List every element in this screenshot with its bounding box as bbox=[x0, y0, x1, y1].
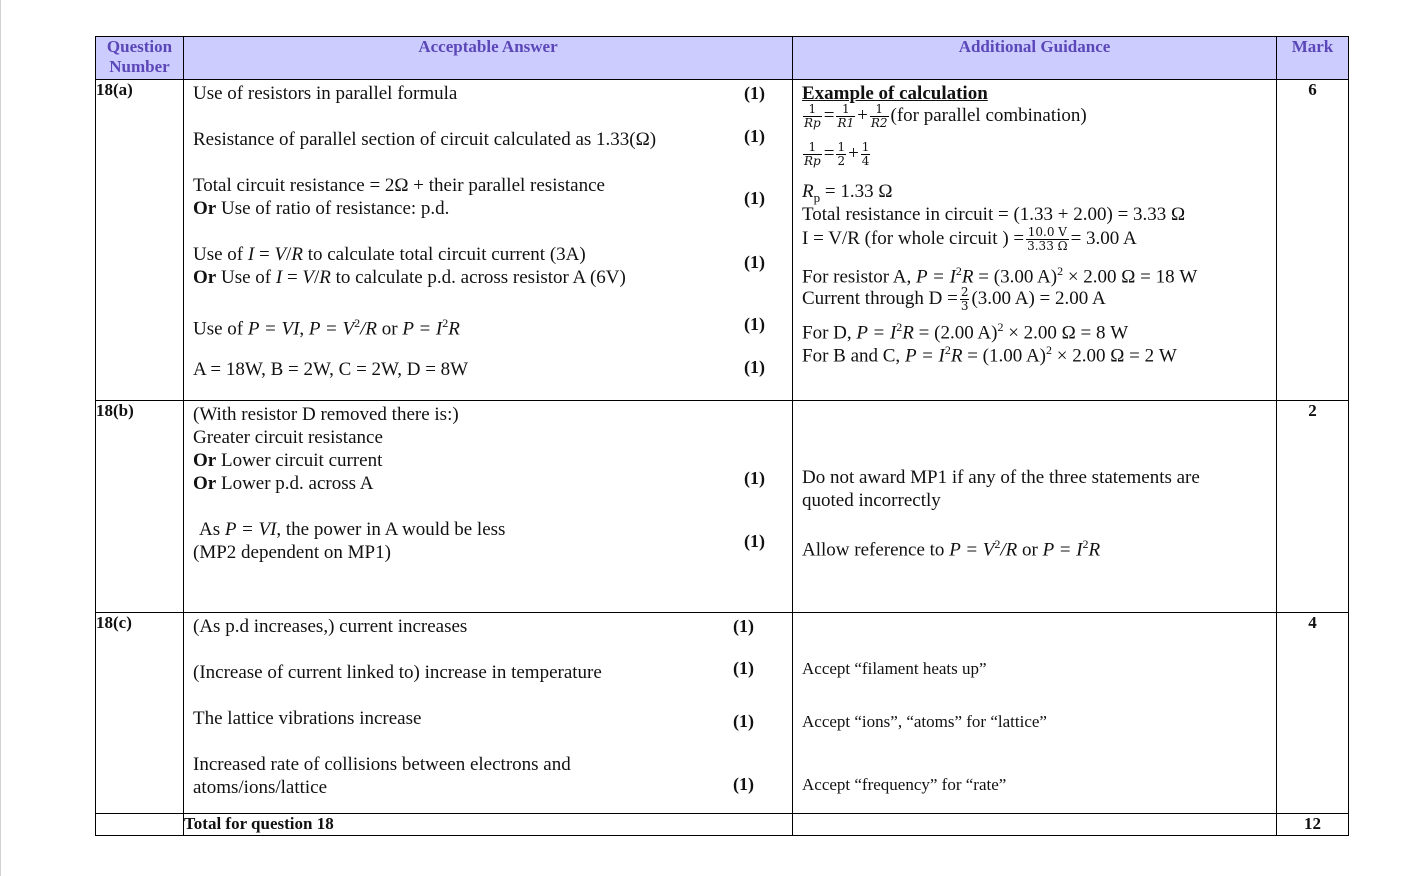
value: = (2.00 A) bbox=[913, 322, 998, 344]
answer-text: / bbox=[314, 267, 320, 288]
answer-line bbox=[193, 197, 449, 220]
numerator: 10.0 V bbox=[1027, 225, 1067, 239]
fraction bbox=[803, 141, 822, 168]
symbol-i: I bbox=[275, 267, 283, 288]
mark-scheme-table bbox=[95, 36, 1349, 836]
mark-point: (1) bbox=[744, 314, 765, 334]
denominator: 4 bbox=[861, 154, 870, 168]
formula-pv2r: P = V bbox=[308, 318, 355, 340]
question-number: 18(c) bbox=[96, 613, 184, 814]
numerator: 1 bbox=[841, 102, 850, 116]
formula-pvi: P = VI bbox=[224, 519, 277, 540]
numerator: 2 bbox=[960, 285, 969, 299]
fraction bbox=[836, 103, 855, 130]
subscript: p bbox=[813, 189, 821, 205]
or-keyword: Or bbox=[193, 198, 217, 219]
header-additional-guidance: Additional Guidance bbox=[793, 37, 1277, 80]
superscript: 2 bbox=[1082, 537, 1089, 551]
answer-line: A = 18W, B = 2W, C = 2W, D = 8W bbox=[193, 359, 469, 380]
answer-line: Resistance of parallel section of circuit calculated as 1.33(Ω) bbox=[193, 129, 657, 150]
answer-line bbox=[193, 472, 373, 495]
value: × 2.00 Ω = 2 W bbox=[1052, 345, 1177, 367]
mark-point: (1) bbox=[744, 126, 765, 146]
formula-substitution: $\frac{1}{Rp}$ = $\frac{1}{2}$ + $\frac{1}{4}$ bbox=[804, 140, 870, 168]
numerator: 1 bbox=[861, 140, 870, 154]
answer-line: Total circuit resistance = 2Ω + their parallel resistance bbox=[193, 175, 605, 196]
answer-text: / bbox=[286, 244, 292, 265]
answer-cell-18c bbox=[184, 613, 793, 814]
fraction bbox=[803, 103, 822, 130]
table-header-row bbox=[96, 37, 1349, 80]
formula: P = I bbox=[916, 266, 956, 288]
text: or bbox=[1017, 539, 1043, 561]
answer-line: Use of P = VI, $P = V^2/R$ or $P = I^2R$ bbox=[193, 316, 460, 340]
answer-line: (Increase of current linked to) increase in temperature bbox=[193, 662, 602, 683]
mark-point: (1) bbox=[733, 774, 754, 794]
numerator: 1 bbox=[837, 140, 846, 154]
answer-text: to calculate p.d. across resistor A (6V) bbox=[330, 267, 626, 288]
mark-point: (1) bbox=[744, 531, 765, 551]
mark-point: (1) bbox=[744, 468, 765, 488]
total-mark: 12 bbox=[1277, 814, 1349, 836]
value: = (3.00 A) bbox=[973, 266, 1058, 288]
header-acceptable-answer: Acceptable Answer bbox=[184, 37, 793, 80]
guidance-line bbox=[802, 533, 1100, 561]
answer-text: = bbox=[282, 267, 303, 288]
superscript: 2 bbox=[955, 264, 962, 278]
fraction bbox=[870, 103, 889, 130]
answer-text: Lower circuit current bbox=[216, 450, 383, 471]
mark-point: (1) bbox=[744, 188, 765, 208]
answer-line: (With resistor D removed there is:) bbox=[193, 404, 459, 425]
denominator: 2 bbox=[837, 154, 846, 168]
total-empty-cell bbox=[793, 814, 1277, 836]
text: For resistor A, bbox=[802, 266, 916, 288]
formula: R bbox=[961, 266, 974, 288]
formula-note: (for parallel combination) bbox=[890, 104, 1087, 126]
formula: R bbox=[950, 345, 963, 367]
superscript: 2 bbox=[1057, 264, 1064, 278]
formula: P = V bbox=[949, 539, 995, 561]
symbol-v: V bbox=[302, 267, 315, 288]
symbol-r: R bbox=[291, 244, 303, 265]
guidance-cell-18b bbox=[793, 401, 1277, 613]
superscript: 2 bbox=[896, 320, 903, 334]
text: Allow reference to bbox=[802, 539, 950, 561]
answer-line: (MP2 dependent on MP1) bbox=[193, 542, 391, 563]
formula-parallel: $\frac{1}{Rp}$ = $\frac{1}{R1}$ + $\frac{1}{R2}$ (for parallel combination) bbox=[804, 102, 1087, 130]
value: = (1.00 A) bbox=[962, 345, 1047, 367]
value: × 2.00 Ω = 18 W bbox=[1063, 266, 1198, 288]
question-number: 18(b) bbox=[96, 401, 184, 613]
value: = 1.33 Ω bbox=[820, 181, 893, 202]
answer-line: (As p.d increases,) current increases bbox=[193, 616, 468, 637]
mark-point: (1) bbox=[733, 711, 754, 731]
mark-value: 2 bbox=[1277, 401, 1349, 613]
guidance-line: Accept “frequency” for “rate” bbox=[802, 775, 1007, 794]
answer-cell-18a bbox=[184, 80, 793, 401]
superscript: 2 bbox=[354, 316, 361, 330]
table-row-total bbox=[96, 814, 1349, 836]
numerator: 1 bbox=[808, 140, 817, 154]
answer-text: , the power in A would be less bbox=[276, 519, 506, 540]
denominator: 3.33 Ω bbox=[1027, 239, 1068, 253]
power-bc-line bbox=[802, 339, 1177, 367]
total-label: Total for question 18 bbox=[184, 814, 793, 836]
numerator: 1 bbox=[808, 102, 817, 116]
total-resistance-line: Total resistance in circuit = (1.33 + 2.00) = 3.33 Ω bbox=[802, 204, 1186, 225]
formula: P = I bbox=[904, 345, 945, 367]
denominator: R2 bbox=[870, 116, 888, 130]
formula: P = I bbox=[856, 322, 897, 344]
fraction bbox=[1026, 226, 1068, 253]
guidance-line: Accept “ions”, “atoms” for “lattice” bbox=[802, 712, 1047, 731]
superscript: 2 bbox=[442, 316, 449, 330]
answer-line: Use of resistors in parallel formula bbox=[193, 83, 458, 104]
symbol-v: V bbox=[274, 244, 287, 265]
mark-point: (1) bbox=[733, 658, 754, 678]
mark-point: (1) bbox=[733, 616, 754, 636]
text: For B and C, bbox=[802, 345, 905, 367]
answer-text: Use of bbox=[193, 318, 248, 340]
total-empty-cell bbox=[96, 814, 184, 836]
symbol-i: I bbox=[247, 244, 255, 265]
header-question-number: Question Number bbox=[96, 37, 184, 80]
answer-line bbox=[199, 518, 505, 541]
current-d-line bbox=[802, 286, 1106, 313]
answer-line: The lattice vibrations increase bbox=[193, 708, 422, 729]
table-row-18a bbox=[96, 80, 1349, 401]
formula-part: R bbox=[448, 318, 460, 340]
mark-value: 4 bbox=[1277, 613, 1349, 814]
denominator: 3 bbox=[960, 299, 969, 313]
formula: P = I bbox=[1042, 539, 1083, 561]
denominator: R1 bbox=[837, 116, 855, 130]
answer-line bbox=[193, 243, 586, 266]
denominator: Rp bbox=[804, 116, 821, 130]
value: × 2.00 Ω = 8 W bbox=[1003, 322, 1129, 344]
superscript: 2 bbox=[944, 343, 951, 357]
answer-line bbox=[193, 449, 382, 472]
guidance-line: Accept “filament heats up” bbox=[802, 659, 987, 678]
answer-line: atoms/ions/lattice bbox=[193, 777, 328, 798]
mark-point: (1) bbox=[744, 252, 765, 272]
superscript: 2 bbox=[1046, 343, 1053, 357]
power-a-line bbox=[802, 260, 1197, 288]
answer-text: As bbox=[199, 519, 225, 540]
denominator: Rp bbox=[804, 154, 821, 168]
or-keyword: Or bbox=[193, 473, 217, 494]
mark-value: 6 bbox=[1277, 80, 1349, 401]
current-line bbox=[802, 226, 1137, 253]
fraction bbox=[836, 141, 846, 168]
guidance-cell-18a bbox=[793, 80, 1277, 401]
answer-text: to calculate total circuit current (3A) bbox=[302, 244, 586, 265]
formula-pvi: P = VI bbox=[247, 318, 300, 340]
answer-text: or bbox=[377, 318, 403, 340]
guidance-cell-18c bbox=[793, 613, 1277, 814]
question-number: 18(a) bbox=[96, 80, 184, 401]
fraction bbox=[960, 286, 970, 313]
text: For D, bbox=[802, 322, 857, 344]
or-keyword: Or bbox=[193, 267, 217, 288]
guidance-line: quoted incorrectly bbox=[802, 490, 941, 511]
value: = 3.00 A bbox=[1070, 227, 1137, 249]
mark-point: (1) bbox=[744, 83, 765, 103]
formula: R bbox=[902, 322, 914, 344]
answer-line: Greater circuit resistance bbox=[193, 427, 383, 448]
answer-line bbox=[193, 266, 626, 289]
answer-cell-18b bbox=[184, 401, 793, 613]
answer-text: Use of bbox=[216, 267, 276, 288]
text: Current through D = bbox=[802, 287, 958, 309]
header-mark: Mark bbox=[1277, 37, 1349, 80]
superscript: 2 bbox=[994, 537, 1001, 551]
table-row-18c bbox=[96, 613, 1349, 814]
calculation-title: Example of calculation bbox=[802, 83, 988, 104]
formula: /R bbox=[1000, 539, 1018, 561]
page-edge bbox=[0, 0, 1, 876]
current-text: I = V/R (for whole circuit ) = bbox=[802, 227, 1025, 249]
answer-text: Use of bbox=[193, 244, 248, 265]
answer-line: Increased rate of collisions between electrons and bbox=[193, 754, 571, 775]
superscript: 2 bbox=[997, 320, 1004, 334]
value: (3.00 A) = 2.00 A bbox=[971, 287, 1106, 309]
mark-point: (1) bbox=[744, 357, 765, 377]
formula: R bbox=[1088, 539, 1101, 561]
symbol-r: R bbox=[802, 181, 814, 202]
guidance-line: Do not award MP1 if any of the three statements are bbox=[802, 467, 1200, 488]
answer-text: = bbox=[254, 244, 275, 265]
formula-part: /R bbox=[360, 318, 378, 340]
answer-text: Use of ratio of resistance: p.d. bbox=[216, 198, 450, 219]
answer-text: Lower p.d. across A bbox=[216, 473, 374, 494]
fraction bbox=[861, 141, 871, 168]
numerator: 1 bbox=[875, 102, 883, 116]
table-row-18b bbox=[96, 401, 1349, 613]
or-keyword: Or bbox=[193, 450, 217, 471]
formula-pi2r: P = I bbox=[402, 318, 443, 340]
symbol-r: R bbox=[319, 267, 331, 288]
